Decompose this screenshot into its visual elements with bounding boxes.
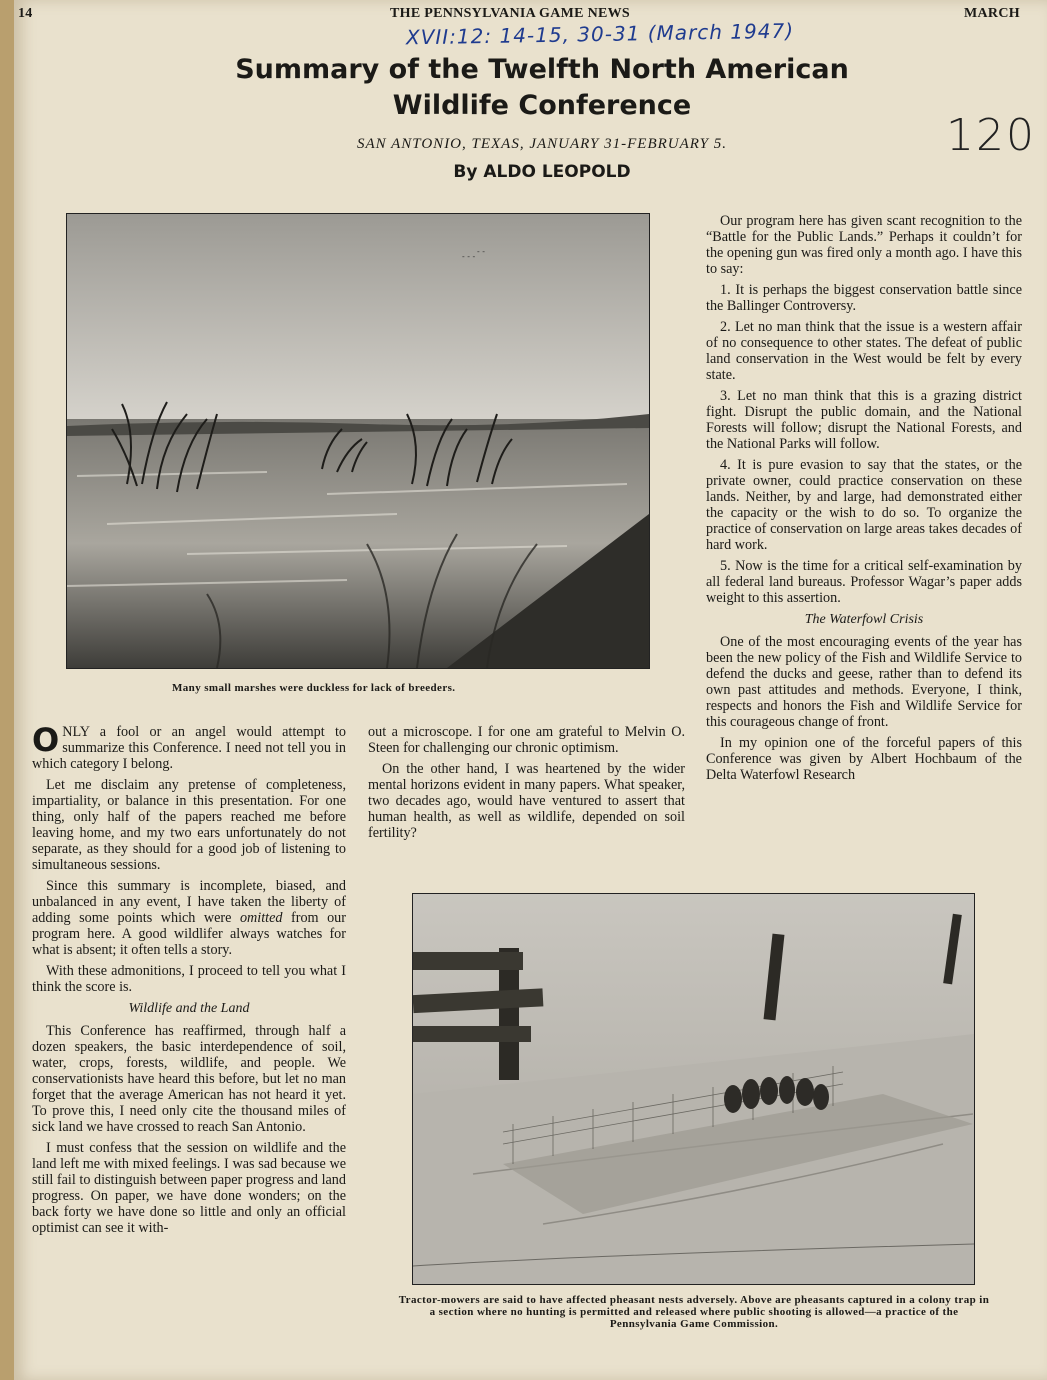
article-title-line2: Wildlife Conference (392, 90, 692, 121)
pheasant-trap-caption: Tractor-mowers are said to have affected pheasant nests adversely. Above are pheasants captured in a colony trap in a section where no hunting is permitted and released where public shooting is allowed—a practice of the Pennsylvania Game Commission. (398, 1294, 990, 1330)
magazine-page (14, 0, 1047, 1380)
col3-paragraph-3: 2. Let no man think that the issue is a western affair of no consequence to other states. The defeat of public land conservation in the West would be felt by every state. (706, 319, 1022, 383)
marsh-photo-caption: Many small marshes were duckless for lack of breeders. (172, 682, 456, 694)
svg-text:- -: - - (477, 247, 485, 256)
handwritten-number: 120 (946, 110, 1036, 161)
page-number: 14 (18, 6, 33, 21)
article-column-1 (32, 721, 346, 1241)
article-title (214, 52, 870, 124)
section-heading-wildlife-land: Wildlife and the Land (128, 1001, 250, 1016)
marsh-photo-image (67, 214, 649, 668)
article-byline: By ALDO LEOPOLD (453, 162, 631, 182)
col1-paragraph-5: This Conference has reaffirmed, through half a dozen speakers, the basic interdependence of soil, water, crops, forests, wildlife, and people. We conservationists have heard this before, but let no man forget that the average American has not heard it yet. To prove this, I need only cite the thousand miles of sick land we have crossed to reach San Antonio. (32, 1023, 346, 1135)
handwritten-citation: XVII:12: 14-15, 30-31 (March 1947) (405, 18, 795, 50)
col3-paragraph-2: 1. It is perhaps the biggest conservation battle since the Ballinger Controversy. (706, 282, 1022, 314)
col1-p1-text: NLY a fool or an angel would attempt to summarize this Conference. I need not tell you in which category I belong. (32, 724, 346, 772)
pheasant-trap-photo-image (413, 894, 974, 1284)
article-column-2 (368, 724, 685, 846)
col3-paragraph-8: In my opinion one of the forceful papers of this Conference was given by Albert Hochbaum of the Delta Waterfowl Research (706, 735, 1022, 783)
col3-paragraph-1: Our program here has given scant recognition to the “Battle for the Public Lands.” Perhaps it couldn’t for the opening gun was fired only a month ago. I have this to say: (706, 213, 1022, 277)
col1-p3-text-b: from our program here. A good wildlifer always watches for what is absent; it often tells a story. (32, 910, 346, 958)
page-edge-strip (0, 0, 14, 1380)
col1-p3-text-a: Since this summary is incomplete, biased, and unbalanced in any event, I have taken the liberty of adding some points which were (32, 878, 346, 926)
article-column-3 (706, 213, 1022, 788)
svg-text:- - -: - - - (462, 252, 476, 261)
section-heading-waterfowl-crisis: The Waterfowl Crisis (804, 612, 924, 627)
article-location: SAN ANTONIO, TEXAS, JANUARY 31-FEBRUARY 5. (356, 136, 728, 152)
col1-paragraph-4: With these admonitions, I proceed to tell you what I think the score is. (32, 963, 346, 995)
col3-paragraph-4: 3. Let no man think that this is a grazing district fight. Disrupt the public domain, and the National Forests will follow; disrupt the National Forests, and the National Parks will follow. (706, 388, 1022, 452)
col2-paragraph-2: On the other hand, I was heartened by the wider mental horizons evident in many papers. What speaker, two decades ago, would have ventured to assert that human health, as well as wildlife, depended on soil fertility? (368, 761, 685, 841)
col3-paragraph-7: One of the most encouraging events of the year has been the new policy of the Fish and Wildlife Service to defend the ducks and geese, rather than to defend its own past attitudes and methods. Everyone, I think, respects and honors the Fish and Wildlife Service for this courageous change of front. (706, 634, 1022, 730)
drop-cap: O (32, 721, 60, 759)
col2-paragraph-1: out a microscope. I for one am grateful to Melvin O. Steen for challenging our chronic optimism. (368, 724, 685, 756)
article-title-line1: Summary of the Twelfth North American (235, 54, 849, 85)
marsh-photo (66, 213, 650, 669)
col1-paragraph-6: I must confess that the session on wildlife and the land left me with mixed feelings. I was sad because we still fail to distinguish between paper progress and land progress. On paper, we have done wonders; on the back forty we have done so little and only an official optimist can see it with- (32, 1140, 346, 1236)
pheasant-trap-photo (412, 893, 975, 1285)
col3-paragraph-5: 4. It is pure evasion to say that the states, or the private owner, could practice conservation on these lands. Neither, by and large, had demonstrated either the capacity or the wish to do so. To organize the practice of conservation on large areas takes decades of hard work. (706, 457, 1022, 553)
col1-paragraph-1 (32, 721, 346, 772)
col1-p3-emphasis: omitted (239, 910, 283, 926)
col3-paragraph-6: 5. Now is the time for a critical self-examination by all federal land bureaus. Professor Wagar’s paper adds weight to this assertion. (706, 558, 1022, 606)
col1-paragraph-2: Let me disclaim any pretense of completeness, impartiality, or balance in this presentation. For one thing, only half of the papers reached me before leaving home, and my two ears unfortunately do not separate, as they should for a good job of listening to simultaneous sessions. (32, 777, 346, 873)
issue-month: MARCH (964, 6, 1020, 21)
col1-paragraph-3 (32, 878, 346, 958)
magazine-title: THE PENNSYLVANIA GAME NEWS (390, 6, 631, 21)
